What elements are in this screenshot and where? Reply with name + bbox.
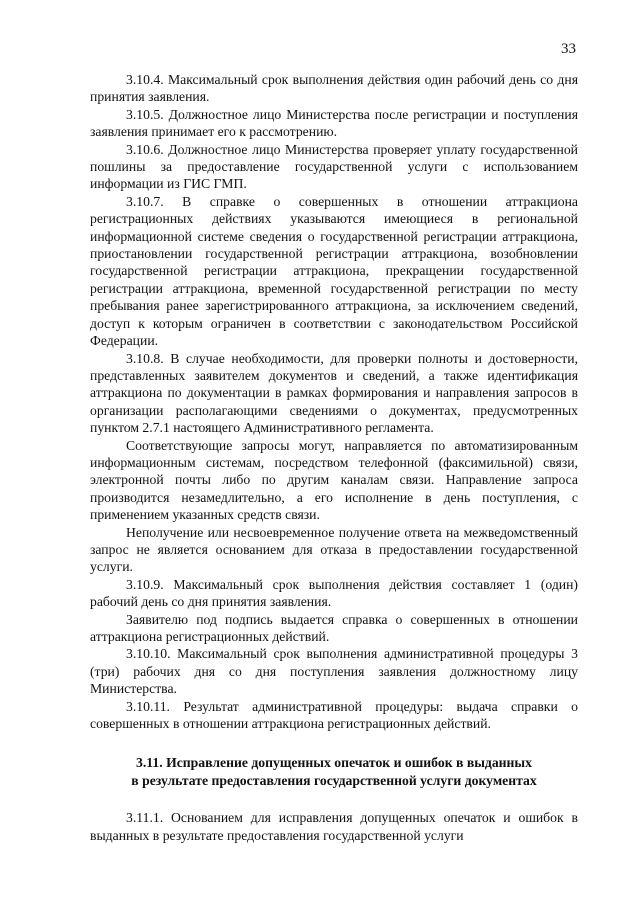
paragraph-3-11-1: 3.11.1. Основанием для исправления допущенных опечаток и ошибок в выданных в результате предоставления государственной услуги — [90, 810, 578, 843]
paragraph-3-10-4: 3.10.4. Максимальный срок выполнения действия один рабочий день со дня принятия заявления. — [90, 72, 578, 105]
page-number: 33 — [561, 41, 576, 57]
paragraph-3-10-6: 3.10.6. Должностное лицо Министерства проверяет уплату государственной пошлины за предоставление государственной услуги с использованием информации из ГИС ГМП. — [90, 141, 578, 192]
paragraph-certificate-issue: Заявителю под подпись выдается справка о совершенных в отношении аттракциона регистрационных действий. — [90, 611, 578, 644]
paragraph-3-10-5: 3.10.5. Должностное лицо Министерства после регистрации и поступления заявления принимает его к рассмотрению. — [90, 106, 578, 140]
document-body — [90, 71, 578, 844]
section-heading-line-2: в результате предоставления государственной услуги документах — [131, 772, 537, 788]
section-heading-3-11 — [90, 754, 578, 789]
paragraph-3-10-7: 3.10.7. В справке о совершенных в отношении аттракциона регистрационных действиях указываются имеющиеся в региональной информационной системе сведения о государственной регистрации аттракциона, приостановлении государственной регистрации аттракциона, возобновлении государственной регистрации аттракциона, прекращении государственной регистрации аттракциона, временной государственной регистрации по месту пребывания ранее зарегистрированного аттракциона, за исключением сведений, доступ к которым ограничен в соответствии с законодательством Российской Федерации. — [90, 193, 578, 349]
paragraph-3-10-10: 3.10.10. Максимальный срок выполнения административной процедуры 3 (три) рабочих дня со дня поступления заявления должностному лицу Министерства. — [90, 646, 578, 697]
paragraph-3-10-8: 3.10.8. В случае необходимости, для проверки полноты и достоверности, представленных заявителем документов и сведений, а также идентификация аттракциона по документации в рамках формирования и направления запросов в организации располагающими сведениями о документах, предусмотренных пунктом 2.7.1 настоящего Административного регламента. — [90, 350, 578, 436]
paragraph-requests: Соответствующие запросы могут, направляется по автоматизированным информационным системам, посредством телефонной (факсимильной) связи, электронной почты либо по другим каналам связи. Направление запроса производится незамедлительно, а его исполнение в день поступления, с применением указанных средств связи. — [90, 437, 578, 523]
section-heading-line-1: 3.11. Исправление допущенных опечаток и ошибок в выданных — [136, 755, 532, 771]
paragraph-3-10-9: 3.10.9. Максимальный срок выполнения действия составляет 1 (один) рабочий день со дня принятия заявления. — [90, 576, 578, 610]
paragraph-3-10-11: 3.10.11. Результат административной процедуры: выдача справки о совершенных в отношении аттракциона регистрационных действий. — [90, 698, 578, 732]
paragraph-no-response: Неполучение или несвоевременное получение ответа на межведомственный запрос не является основанием для отказа в предоставлении государственной услуги. — [90, 524, 578, 575]
